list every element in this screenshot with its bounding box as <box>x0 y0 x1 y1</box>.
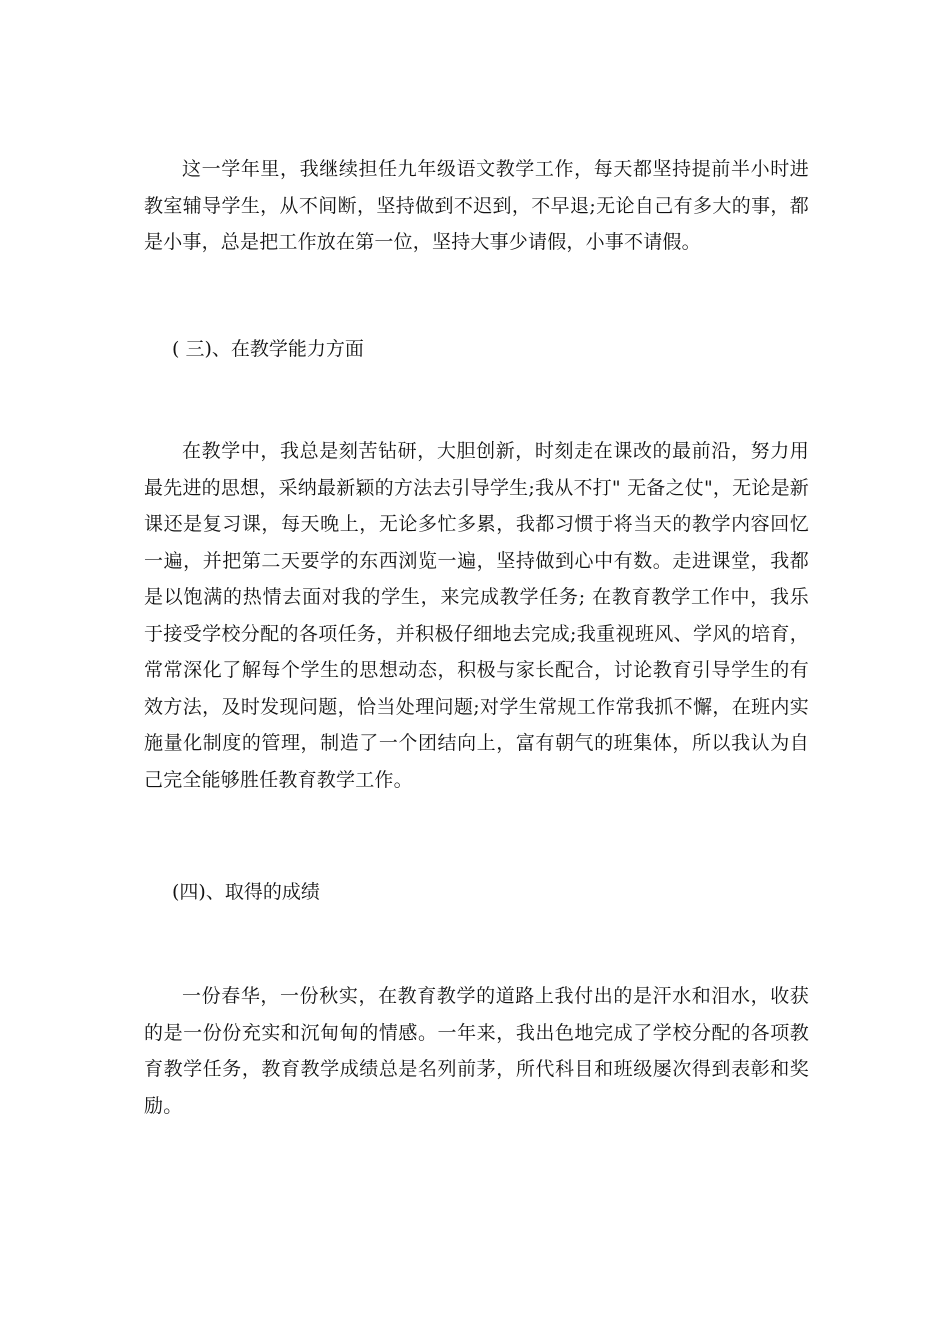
paragraph-achievements: 一份春华，一份秋实，在教育教学的道路上我付出的是汗水和泪水，收获的是一份份充实和沉甸甸的情感。一年来，我出色地完成了学校分配的各项教育教学任务，教育教学成绩总是名列前茅，所代科目和班级屡次得到表彰和奖励。 <box>144 985 809 1117</box>
paragraph-attendance: 这一学年里，我继续担任九年级语文教学工作，每天都坚持提前半小时进教室辅导学生，从不间断，坚持做到不迟到，不早退;无论自己有多大的事，都是小事，总是把工作放在第一位，坚持大事少请假，小事不请假。 <box>144 158 809 253</box>
paragraph-teaching-ability: 在教学中，我总是刻苦钻研，大胆创新，时刻走在课改的最前沿，努力用最先进的思想，采纳最新颖的方法去引导学生;我从不打" 无备之仗"，无论是新课还是复习课，每天晚上，无论多忙多累，我都习惯于将当天的教学内容回忆一遍，并把第二天要学的东西浏览一遍，坚持做到心中有数。走进课堂，我都是以饱满的热情去面对我的学生，来完成教学任务; 在教育教学工作中，我乐于接受学校分配的各项任务，并积极仔细地去完成;我重视班风、学风的培育，常常深化了解每个学生的思想动态，积极与家长配合，讨论教育引导学生的有效方法，及时发现问题，恰当处理问题;对学生常规工作常我抓不懈，在班内实施量化制度的管理，制造了一个团结向上，富有朝气的班集体，所以我认为自己完全能够胜任教育教学工作。 <box>144 440 809 791</box>
section-heading-achievements: (四)、取得的成绩 <box>172 881 320 903</box>
section-heading-teaching-ability: ( 三)、在教学能力方面 <box>172 338 364 360</box>
